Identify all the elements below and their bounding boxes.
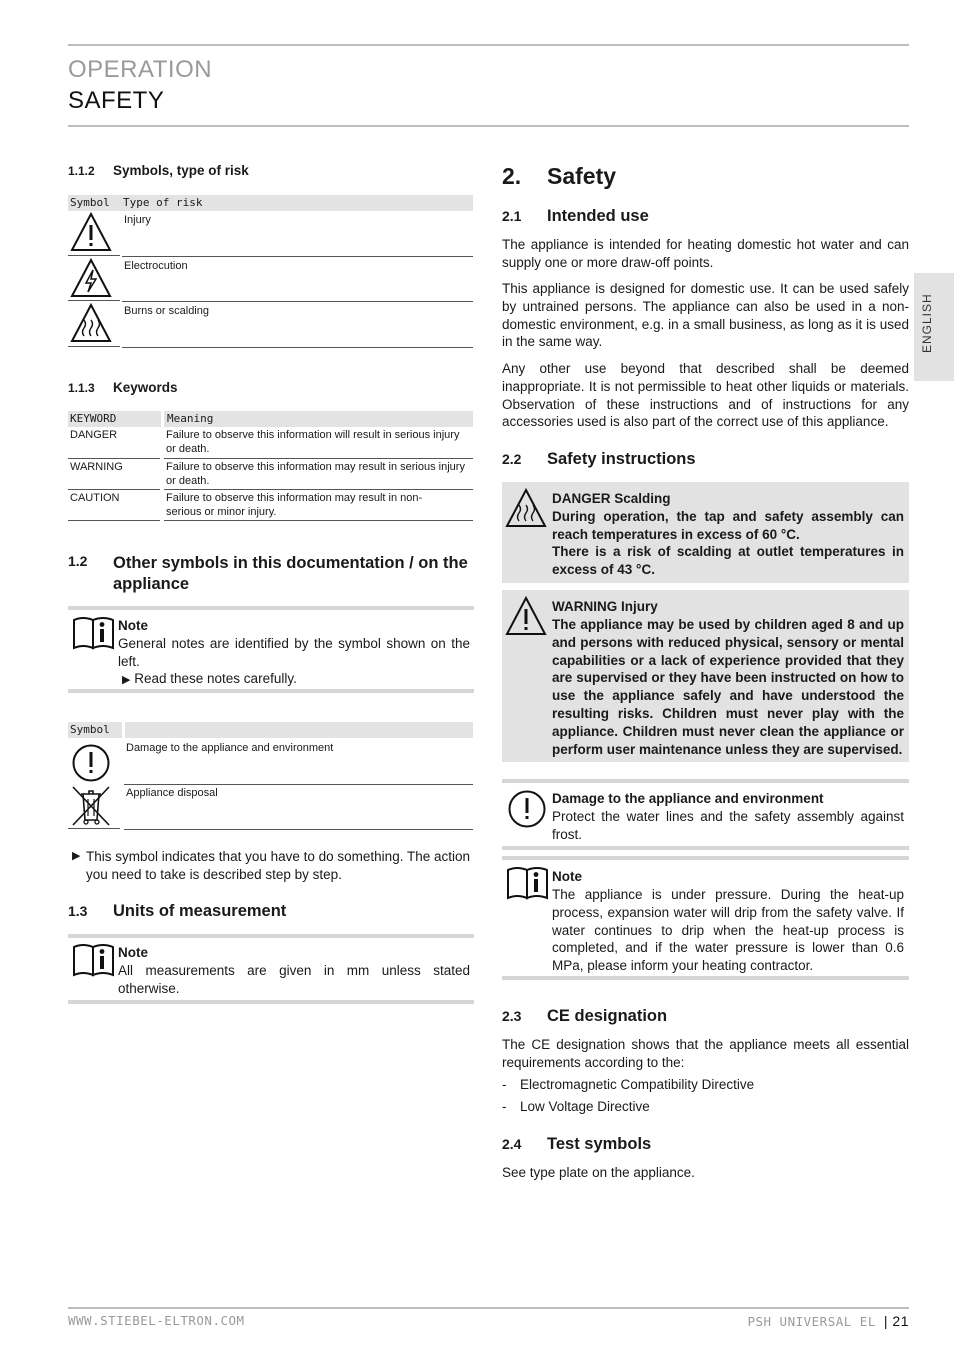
header-gap	[122, 722, 125, 738]
symbol-table-header: Symbol	[68, 722, 473, 738]
heading-2: 2. Safety	[502, 163, 617, 189]
risk-burns: Burns or scalding	[124, 305, 209, 317]
row-line	[68, 828, 120, 829]
row-line	[122, 256, 473, 257]
danger-title: DANGER Scalding	[552, 491, 671, 506]
damage-text: Protect the water lines and the safety assembly against frost.	[552, 809, 904, 842]
header-rule-bottom	[68, 125, 909, 127]
heading-1-1-2: 1.1.2 Symbols, type of risk	[68, 163, 249, 178]
electrocution-icon	[70, 258, 112, 298]
note-bar-top	[68, 606, 474, 610]
heading-2-1: 2.1 Intended use	[502, 207, 649, 225]
note-text: The appliance is under pressure. During the heat-up process, expansion water will drip from the safety valve. If water continues to drip when the heat-up process is completed, and if the water pressure is lower than 0.6 MPa, please inform your heating contractor.	[552, 887, 904, 974]
heading-2-3: 2.3 CE designation	[502, 1007, 668, 1025]
keyword-table-header: KEYWORD Meaning	[68, 411, 473, 427]
row-line	[164, 520, 473, 521]
keyword-warning: WARNING	[70, 461, 123, 473]
warning-title: WARNING Injury	[552, 599, 658, 614]
row-line	[68, 489, 160, 490]
info-book-icon	[72, 943, 116, 977]
note1-text: General notes are identified by the symbol shown on the left.	[118, 636, 470, 669]
test-text: See type plate on the appliance.	[502, 1165, 695, 1180]
row-line	[124, 829, 473, 830]
risk-injury: Injury	[124, 214, 151, 226]
row-line	[68, 346, 120, 347]
heading-1-3: 1.3 Units of measurement	[68, 902, 287, 920]
intended-use-p2: This appliance is designed for domestic use. It can be used safely by untrained persons. The appliance can also be used in a non-domestic environment, e.g. in a small business, as long as it is used in the same way.	[502, 281, 909, 350]
warning-triangle-icon	[70, 212, 112, 252]
damage-circle-icon	[507, 789, 547, 829]
note1-step: ▶ Read these notes carefully.	[122, 671, 297, 686]
risk-table-header: Symbol Type of risk	[68, 195, 473, 211]
row-line	[124, 784, 473, 785]
note-bar-top	[68, 934, 474, 938]
note1-title: Note	[118, 618, 148, 633]
damage-circle-icon	[71, 743, 111, 783]
info-book-icon	[506, 866, 550, 900]
note-title: Note	[552, 869, 582, 884]
hot-surface-icon	[505, 488, 547, 528]
symbol-disposal: Appliance disposal	[126, 787, 218, 799]
ce-item: - Electromagnetic Compatibility Directive	[502, 1077, 755, 1092]
row-line	[122, 347, 473, 348]
row-line	[68, 300, 120, 301]
row-line	[68, 458, 160, 459]
heading-2-2: 2.2 Safety instructions	[502, 450, 696, 468]
intended-use-p1: The appliance is intended for heating domestic hot water and can supply one or more draw-off points.	[502, 237, 909, 270]
row-line	[164, 458, 473, 459]
header-gap	[161, 411, 164, 427]
danger-line2: There is a risk of scalding at outlet temperatures in excess of 43 °C.	[552, 544, 904, 577]
heading-2-4: 2.4 Test symbols	[502, 1135, 652, 1153]
footer-product: PSH UNIVERSAL EL | 21	[747, 1313, 909, 1329]
symbol-damage: Damage to the appliance and environment	[126, 742, 334, 754]
row-line	[68, 520, 160, 521]
note-bar-bottom	[502, 976, 909, 980]
info-book-icon	[72, 616, 116, 650]
heading-1-1-3: 1.1.3 Keywords	[68, 380, 178, 395]
meaning-warning: Failure to observe this information may result in serious injury or death.	[166, 461, 465, 487]
note2-text: All measurements are given in mm unless stated otherwise.	[118, 963, 470, 996]
keyword-danger: DANGER	[70, 429, 118, 441]
keyword-caution: CAUTION	[70, 492, 120, 504]
damage-title: Damage to the appliance and environment	[552, 791, 824, 806]
intended-use-p3: Any other use beyond that described shall be deemed inappropriate. It is not permissible to heat other liquids or materials. Observation of these instructions and of instructions for any accessories used is also part of the correct use of this appliance.	[502, 361, 909, 430]
footer-url: WWW.STIEBEL-ELTRON.COM	[68, 1313, 245, 1328]
action-instruction: ▶ This symbol indicates that you have to do something. The action you need to take is described step by step.	[72, 849, 470, 882]
row-line	[164, 489, 473, 490]
note-bar-bottom	[68, 689, 474, 693]
header-rule	[68, 44, 909, 46]
header-title: SAFETY	[68, 87, 165, 114]
note-bar-bottom	[502, 846, 909, 850]
heading-1-2: 1.2 Other symbols in this documentation / on the appliance	[68, 553, 468, 593]
header-section: OPERATION	[68, 56, 213, 83]
meaning-caution: Failure to observe this information may result in non-serious or minor injury.	[166, 492, 423, 518]
row-line	[68, 255, 120, 256]
note-bar-top	[502, 856, 909, 860]
language-tab: ENGLISH	[914, 273, 954, 381]
note-bar-bottom	[68, 1000, 474, 1004]
page-number: | 21	[883, 1313, 909, 1329]
ce-text: The CE designation shows that the appliance meets all essential requirements according to the:	[502, 1037, 909, 1070]
meaning-danger: Failure to observe this information will result in serious injury or death.	[166, 429, 460, 455]
note2-title: Note	[118, 945, 148, 960]
risk-electrocution: Electrocution	[124, 260, 188, 272]
disposal-bin-icon	[70, 784, 112, 828]
row-line	[122, 301, 473, 302]
ce-item: - Low Voltage Directive	[502, 1099, 650, 1114]
warning-text: The appliance may be used by children aged 8 and up and persons with reduced physical, sensory or mental capabilities or a lack of experience provided that they are supervised or they have been instructed on how to use the appliance safely and have understood the resulting risks. Children must never play with the appliance. Children must never clean the appliance or perform user maintenance unless they are supervised.	[552, 617, 904, 757]
hot-surface-icon	[70, 303, 112, 343]
danger-line1: During operation, the tap and safety assembly can reach temperatures in excess of 60 °C.	[552, 509, 904, 542]
warning-triangle-icon	[505, 596, 547, 636]
note-bar-top	[502, 779, 909, 783]
footer-rule	[68, 1307, 909, 1309]
